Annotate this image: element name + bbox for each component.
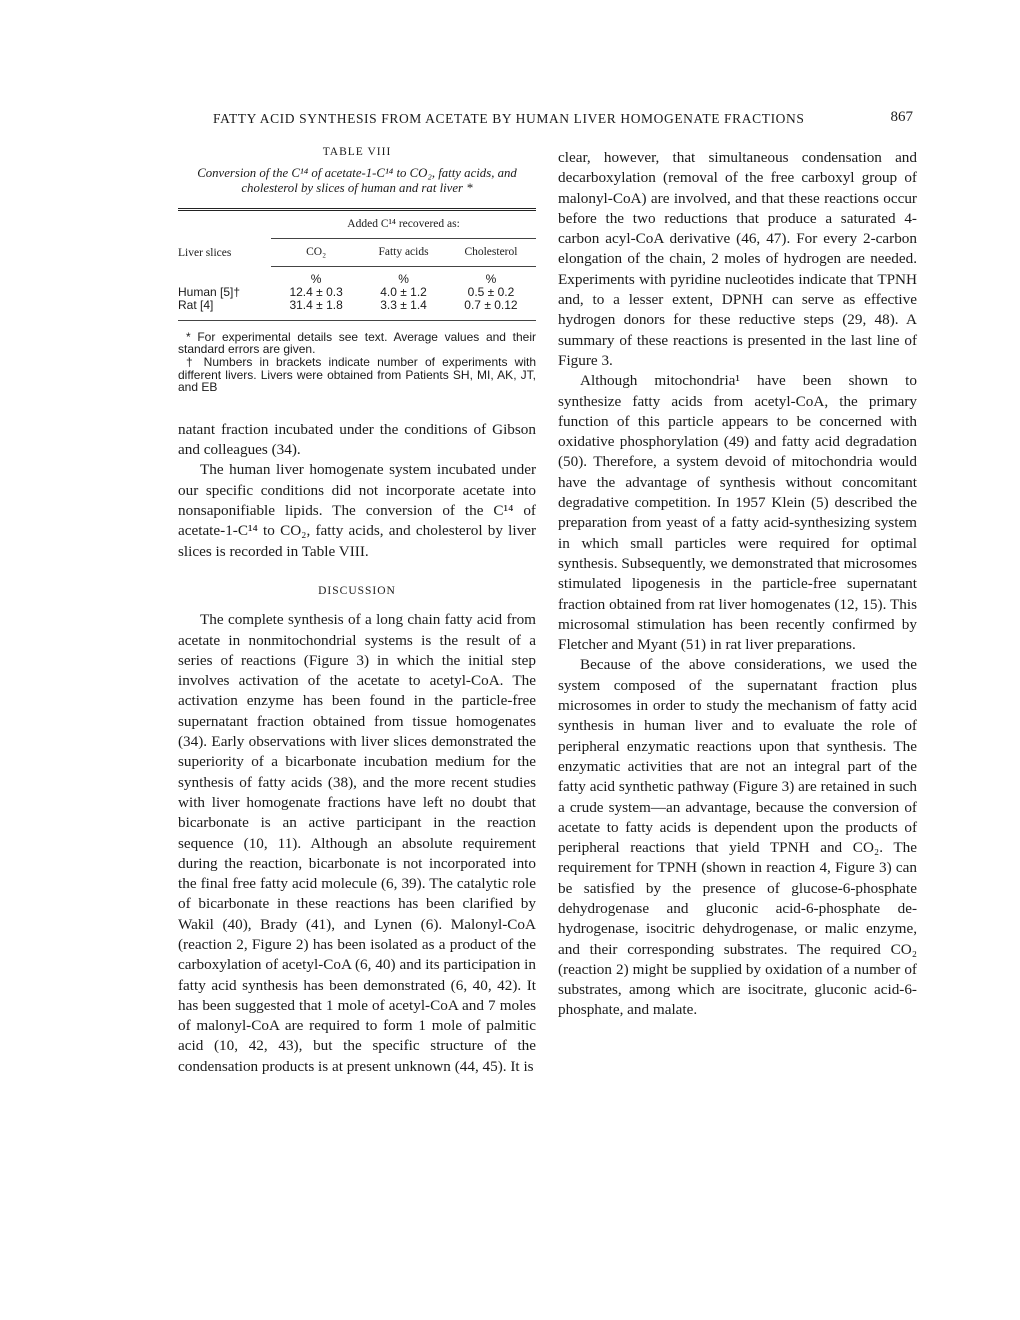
unit-cell: % [398,271,409,286]
paragraph: The human liver homogenate system incubated under our specific conditions did not incorporate acetate into nonsaponifiable lipids. The conversion of the C¹⁴ of acetate-1-C¹⁴ to CO₂, fatty acids, and cholesterol by liver slices is recorded in Table VIII. [178,461,536,560]
paragraph: natant fraction incubated under the conditions of Gibson and colleagues (34). [178,420,536,459]
table-cell: Rat [4] [178,297,214,312]
paragraph: The complete synthesis of a long chain fatty acid from acetate in nonmitochondrial systems is the result of a series of reactions (Figure 3) in which the initial step involves activation of the acetate to acetyl-CoA. The activation enzyme has been found in the particle-free supernatant fraction obtained from tissue homogenates (34). Early observations with liver slices demonstrated the superiority of a bicarbonate incubation medium for the synthesis of fatty acids (38), and the more recent studies with liver homogenate fractions have left no doubt that bicarbonate is an active participant in the reaction sequence (10, 11). Although an absolute requirement during the reaction, bicarbonate is not incorporated into the final free fatty acid molecule (6, 39). The catalytic role of bicarbonate in these reactions has been clarified by Wakil (40), Brady (41), and Lynen (6). Malonyl-CoA (reaction 2, Figure 2) has been isolated as a product of the carboxylation of acetyl-CoA (6, 40) and its participation in fatty acid synthesis has been demonstrated (6, 40, 42). It has been suggested that 1 mole of acetyl-CoA and 7 moles of malonyl-CoA are required to form 1 mole of palmitic acid (10, 42, 43), but the specific structure of the condensation products is at present unknown (44, 45). It is [178,611,536,1075]
table-cell: 12.4 ± 0.3 [289,284,343,299]
table-cell: Human [5]† [178,284,241,299]
table-block [178,142,536,394]
running-head [213,111,913,127]
data-table [178,208,536,321]
paragraph: Although mitochondria¹ have been shown to synthesize fatty acids from acetyl-CoA, the primary function of this particle appears to be concerned with oxidative phosphorylation (49) and fatty acid degradation (50). Therefore, a system devoid of mitochondria would have the advantage of synthesis without concomitant degradative competition. In 1957 Klein (5) described the preparation from yeast of a fatty acid-synthesizing system in which small particles were required for optimal synthesis. Subsequently, we demonstrated that microsomes stimulated lipogenesis in the particle-free supernatant fraction obtained from rat liver homogenates (12, 15). This microsomal stimulation has been recently confirmed by Fletcher and Myant (51) in rat liver preparations. [558,372,917,654]
table-cell: 4.0 ± 1.2 [380,284,427,299]
table-row [178,286,536,299]
table-row [178,299,536,312]
table-footnote: † Numbers in brackets indicate number of experiments with different livers. Livers were obtained from Patients SH, MI, AK, JT, and EB [178,355,536,395]
table-cell: 3.3 ± 1.4 [380,297,427,312]
table-footnote: * For experimental details see text. Average values and their standard errors are given. [178,329,536,357]
spanning-header: Added C¹⁴ recovered as: [347,218,460,231]
running-title: FATTY ACID SYNTHESIS FROM ACETATE BY HUMAN LIVER HOMOGENATE FRACTIONS [213,111,805,126]
table-cell: 31.4 ± 1.8 [289,297,343,312]
page-number: 867 [890,109,913,125]
paragraph: clear, however, that simultaneous condensation and decarboxylation (removal of the free carboxyl group of malonyl-CoA) are involved, and that these reactions occur before the two reductions that produce a saturated 4-carbon acyl-CoA derivative (46, 47). For every 2-carbon elongation of the chain, 2 moles of hydrogen are needed. Experiments with pyridine nucleotides indicate that TPNH and, to a lesser extent, DPNH can serve as effective hydrogen donors for these reductive steps (29, 48). A summary of these reactions is presented in the last line of Figure 3. [558,149,917,369]
table-cell: 0.5 ± 0.2 [467,284,515,299]
unit-cell: % [310,271,322,286]
column-header: Liver slices [178,247,232,260]
column-header: CO₂ [271,238,361,266]
table-label: TABLE VIII [322,146,392,158]
table-caption: Conversion of the C¹⁴ of acetate-1-C¹⁴ to CO₂, fatty acids, and cholesterol by slices of human and rat liver * [197,166,517,196]
column-header: Cholesterol [446,238,536,266]
right-column [558,148,917,1021]
section-heading: DISCUSSION [318,584,396,597]
left-column [178,140,536,1077]
column-header: Fatty acids [361,238,446,266]
unit-cell: % [485,271,497,286]
paragraph: Because of the above considerations, we used the system composed of the supernatant fraction plus microsomes in order to study the mechanism of fatty acid synthesis in human liver and to evaluate the role of peripheral enzymatic reactions upon that synthesis. The enzymatic activities that are not an integral part of the fatty acid synthetic pathway (Figure 3) are retained in such a crude system—an advantage, because the conversion of acetate to fatty acids is dependent upon the products of peripheral reactions that yield TPNH and CO₂. The requirement for TPNH (shown in reaction 4, Figure 3) can be satisfied by the presence of glucose-6-phosphate dehydrogenase and gluconic acid-6-phosphate dehydrogenase, isocitric dehydrogenase, or malic enzyme, and their corresponding substrates. The required CO₂ (reaction 2) might be supplied by oxidation of a number of substrates, among which are isocitrate, gluconic acid-6-phosphate, and malate. [558,656,917,1019]
table-notes [178,331,536,394]
table-cell: 0.7 ± 0.12 [464,297,518,312]
unit-cell [178,266,271,286]
